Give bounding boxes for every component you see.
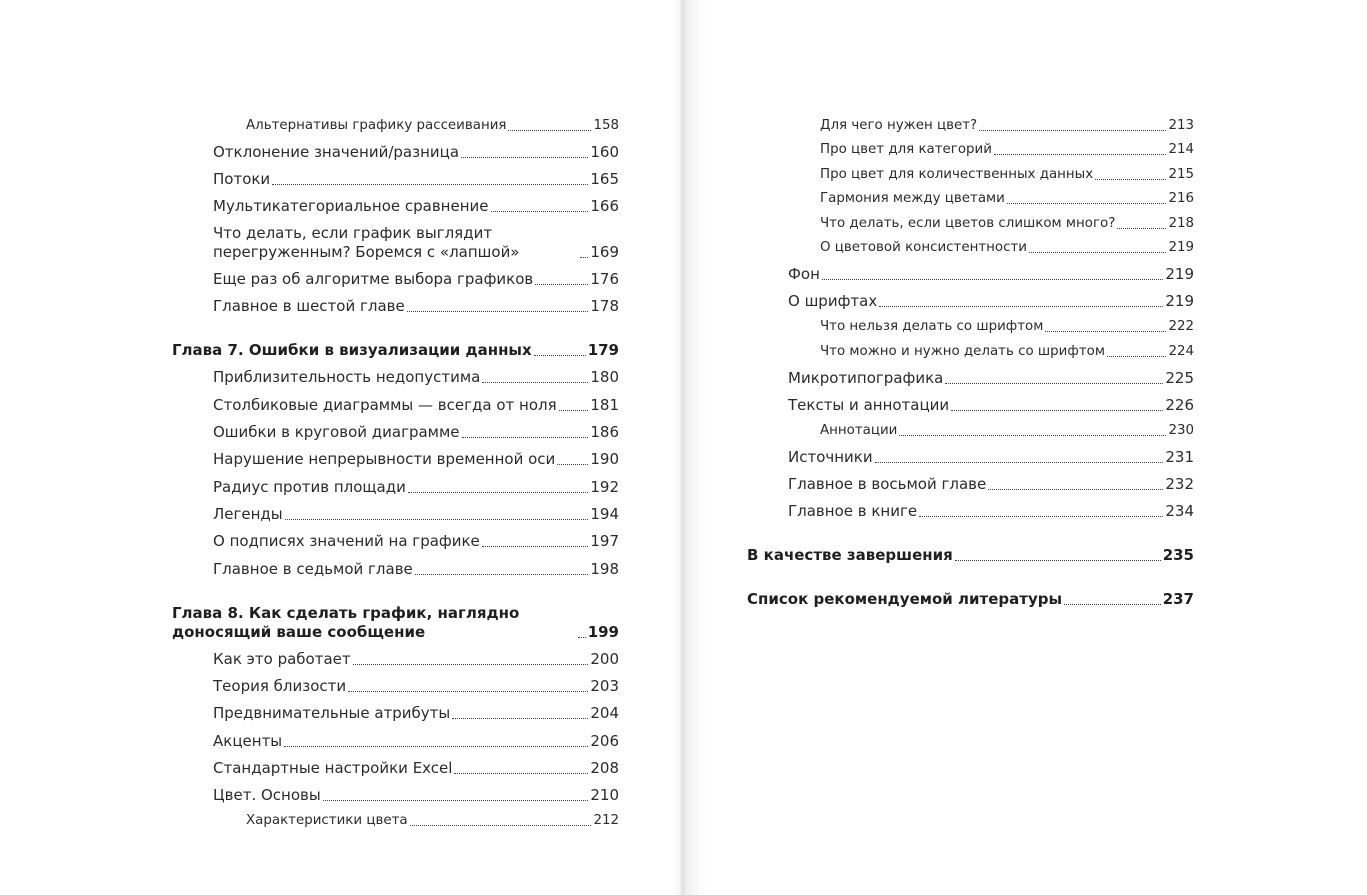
toc-entry[interactable] — [213, 786, 619, 805]
toc-entry-title: Главное в шестой главе — [213, 297, 405, 315]
toc-entry-page: 166 — [590, 197, 619, 215]
toc-entry-title: Аннотации — [820, 423, 898, 438]
dot-leader — [919, 516, 1163, 517]
toc-entry-title: Потоки — [213, 170, 271, 188]
toc-entry[interactable] — [213, 505, 619, 524]
dot-leader — [353, 664, 589, 665]
toc-entry-page: 224 — [1168, 344, 1194, 359]
toc-entry[interactable] — [213, 478, 619, 497]
toc-entry-title-line2: доносящий ваше сообщение — [172, 623, 426, 641]
toc-entry-page: 199 — [587, 623, 619, 641]
toc-right — [682, 0, 1367, 895]
dot-leader — [899, 435, 1166, 436]
dot-leader — [508, 130, 591, 131]
toc-entry-page: 197 — [590, 532, 619, 550]
toc-entry-page: 216 — [1168, 191, 1194, 206]
toc-entry[interactable] — [213, 396, 619, 415]
toc-entry[interactable] — [246, 811, 619, 830]
toc-entry[interactable] — [213, 297, 619, 316]
dot-leader — [284, 746, 588, 747]
toc-entry[interactable] — [213, 650, 619, 669]
toc-entry[interactable] — [820, 214, 1194, 233]
dot-leader — [1045, 331, 1166, 332]
toc-entry-title-line1: Глава 8. Как сделать график, наглядно — [172, 604, 520, 622]
dot-leader — [285, 519, 589, 520]
toc-entry-title: Характеристики цвета — [246, 813, 408, 828]
toc-entry-page: 190 — [590, 450, 619, 468]
toc-entry-page: 235 — [1162, 546, 1194, 564]
toc-entry-title: О шрифтах — [788, 292, 878, 310]
toc-entry-page: 200 — [590, 650, 619, 668]
toc-entry[interactable] — [213, 732, 619, 751]
toc-entry-title: Тексты и аннотации — [788, 396, 950, 414]
dot-leader — [462, 437, 589, 438]
toc-left — [0, 0, 682, 895]
toc-entry-title: Ошибки в круговой диаграмме — [213, 423, 460, 441]
toc-entry-page: 219 — [1168, 240, 1194, 255]
toc-entry[interactable] — [820, 165, 1194, 184]
toc-entry-title: Легенды — [213, 505, 283, 523]
toc-entry-title: Предвнимательные атрибуты — [213, 704, 451, 722]
toc-entry[interactable] — [788, 292, 1194, 311]
dot-leader — [482, 382, 588, 383]
toc-entry[interactable] — [213, 423, 619, 442]
dot-leader — [415, 574, 589, 575]
toc-entry-title — [172, 604, 576, 642]
dot-leader — [1117, 228, 1166, 229]
toc-entry-title: Про цвет для категорий — [820, 142, 992, 157]
toc-entry-title: Стандартные настройки Excel — [213, 759, 453, 777]
right-page — [682, 0, 1367, 895]
toc-entry[interactable] — [820, 342, 1194, 361]
dot-leader — [535, 284, 588, 285]
toc-entry[interactable] — [213, 197, 619, 216]
dot-leader — [410, 825, 592, 826]
toc-entry[interactable] — [820, 140, 1194, 159]
toc-entry-page: 210 — [590, 786, 619, 804]
toc-entry-title: Мультикатегориальное сравнение — [213, 197, 489, 215]
toc-entry-title: Радиус против площади — [213, 478, 406, 496]
toc-entry-page: 214 — [1168, 142, 1194, 157]
toc-entry[interactable] — [820, 189, 1194, 208]
toc-entry-title: Главное в восьмой главе — [788, 475, 987, 493]
toc-entry-page: 213 — [1168, 118, 1194, 133]
toc-entry[interactable] — [213, 450, 619, 469]
dot-leader — [988, 489, 1163, 490]
toc-entry-title-line2: перегруженным? Боремся с «лапшой» — [213, 243, 520, 261]
toc-entry-page: 225 — [1165, 369, 1194, 387]
toc-entry-page: 218 — [1168, 216, 1194, 231]
dot-leader — [994, 154, 1167, 155]
toc-entry-page: 222 — [1168, 319, 1194, 334]
toc-entry-title: Глава 7. Ошибки в визуализации данных — [172, 341, 532, 359]
toc-entry-page: 232 — [1165, 475, 1194, 493]
toc-entry-page: 192 — [590, 478, 619, 496]
toc-entry-title: Источники — [788, 448, 873, 466]
toc-entry-title: Микротипографика — [788, 369, 944, 387]
toc-entry-page: 178 — [590, 297, 619, 315]
toc-entry-page: 204 — [590, 704, 619, 722]
toc-entry[interactable] — [788, 448, 1194, 467]
toc-entry[interactable] — [788, 265, 1194, 284]
toc-entry-page: 181 — [590, 396, 619, 414]
dot-leader — [1029, 252, 1166, 253]
toc-entry[interactable] — [788, 369, 1194, 388]
dot-leader — [1107, 356, 1167, 357]
dot-leader — [348, 691, 588, 692]
toc-entry-title: Как это работает — [213, 650, 351, 668]
toc-entry-page: 212 — [593, 813, 619, 828]
toc-entry[interactable] — [788, 475, 1194, 494]
toc-entry-page: 160 — [590, 143, 619, 161]
toc-entry-page: 180 — [590, 368, 619, 386]
toc-entry[interactable] — [246, 116, 619, 135]
toc-chapter[interactable] — [172, 341, 619, 360]
toc-entry-title: О подписях значений на графике — [213, 532, 480, 550]
toc-entry-title: Акценты — [213, 732, 283, 750]
dot-leader — [879, 306, 1163, 307]
toc-entry[interactable] — [213, 704, 619, 723]
toc-entry-page: 237 — [1162, 590, 1194, 608]
toc-entry-page: 198 — [590, 560, 619, 578]
toc-entry-title: Что нельзя делать со шрифтом — [820, 319, 1044, 334]
toc-entry[interactable] — [820, 116, 1194, 135]
toc-entry-title: Список рекомендуемой литературы — [747, 590, 1063, 608]
dot-leader — [580, 257, 588, 258]
toc-entry-page: 194 — [590, 505, 619, 523]
toc-entry-page: 158 — [593, 118, 619, 133]
dot-leader — [955, 560, 1161, 561]
toc-entry-page: 231 — [1165, 448, 1194, 466]
toc-entry-page: 226 — [1165, 396, 1194, 414]
toc-entry-title: Гармония между цветами — [820, 191, 1005, 206]
toc-entry[interactable] — [788, 396, 1194, 415]
toc-entry[interactable] — [820, 238, 1194, 257]
toc-entry[interactable] — [213, 532, 619, 551]
toc-entry-page: 206 — [590, 732, 619, 750]
dot-leader — [945, 383, 1163, 384]
toc-entry[interactable] — [213, 143, 619, 162]
toc-entry-title: Цвет. Основы — [213, 786, 321, 804]
dot-leader — [461, 157, 588, 158]
toc-entry[interactable] — [213, 170, 619, 189]
toc-entry[interactable] — [213, 368, 619, 387]
toc-entry-page: 165 — [590, 170, 619, 188]
toc-entry[interactable] — [213, 759, 619, 778]
toc-entry-page: 215 — [1168, 167, 1194, 182]
toc-entry-page: 230 — [1168, 423, 1194, 438]
toc-entry-title: Отклонение значений/разница — [213, 143, 460, 161]
toc-entry-page: 219 — [1165, 292, 1194, 310]
toc-entry[interactable] — [213, 270, 619, 289]
dot-leader — [452, 718, 588, 719]
toc-entry-title: Фон — [788, 265, 820, 283]
toc-entry-title: Альтернативы графику рассеивания — [246, 118, 507, 133]
toc-entry-title: Главное в книге — [788, 502, 918, 520]
toc-entry[interactable] — [213, 677, 619, 696]
toc-entry[interactable] — [213, 560, 619, 579]
toc-chapter[interactable] — [747, 546, 1194, 565]
toc-entry-title: Что делать, если цветов слишком много? — [820, 216, 1116, 231]
toc-entry-page: 179 — [587, 341, 619, 359]
dot-leader — [822, 279, 1163, 280]
dot-leader — [454, 773, 588, 774]
toc-entry-title: Нарушение непрерывности временной оси — [213, 450, 556, 468]
dot-leader — [408, 492, 588, 493]
toc-entry-page: 234 — [1165, 502, 1194, 520]
toc-entry-title: Столбиковые диаграммы — всегда от ноля — [213, 396, 557, 414]
toc-entry-title-line1: Что делать, если график выглядит — [213, 224, 493, 242]
toc-entry-title: Для чего нужен цвет? — [820, 118, 978, 133]
dot-leader — [1064, 604, 1161, 605]
dot-leader — [407, 311, 589, 312]
toc-entry[interactable] — [213, 224, 619, 262]
dot-leader — [559, 410, 589, 411]
toc-chapter[interactable] — [172, 604, 619, 642]
dot-leader — [979, 130, 1166, 131]
toc-entry-title: Главное в седьмой главе — [213, 560, 413, 578]
toc-entry-title: Еще раз об алгоритме выбора графиков — [213, 270, 534, 288]
toc-entry-page: 208 — [590, 759, 619, 777]
dot-leader — [875, 462, 1164, 463]
dot-leader — [557, 464, 588, 465]
toc-entry-title: Теория близости — [213, 677, 347, 695]
toc-entry-title: Про цвет для количественных данных — [820, 167, 1094, 182]
left-page — [0, 0, 682, 895]
toc-entry-title: Приблизительность недопустима — [213, 368, 481, 386]
toc-entry-page: 176 — [590, 270, 619, 288]
dot-leader — [578, 637, 586, 638]
dot-leader — [1007, 203, 1167, 204]
toc-entry-title — [213, 224, 578, 262]
toc-entry-page: 186 — [590, 423, 619, 441]
dot-leader — [951, 410, 1163, 411]
toc-entry-title: О цветовой консистентности — [820, 240, 1027, 255]
toc-entry-page: 169 — [590, 243, 619, 261]
dot-leader — [491, 211, 589, 212]
toc-entry[interactable] — [820, 317, 1194, 336]
toc-entry-page: 219 — [1165, 265, 1194, 283]
dot-leader — [1095, 179, 1166, 180]
toc-entry-title: В качестве завершения — [747, 546, 953, 564]
dot-leader — [323, 800, 589, 801]
dot-leader — [272, 184, 588, 185]
toc-entry[interactable] — [820, 421, 1194, 440]
dot-leader — [534, 355, 586, 356]
toc-entry-title: Что можно и нужно делать со шрифтом — [820, 344, 1105, 359]
toc-entry-page: 203 — [590, 677, 619, 695]
toc-entry[interactable] — [788, 502, 1194, 521]
dot-leader — [482, 546, 589, 547]
toc-chapter[interactable] — [747, 590, 1194, 609]
